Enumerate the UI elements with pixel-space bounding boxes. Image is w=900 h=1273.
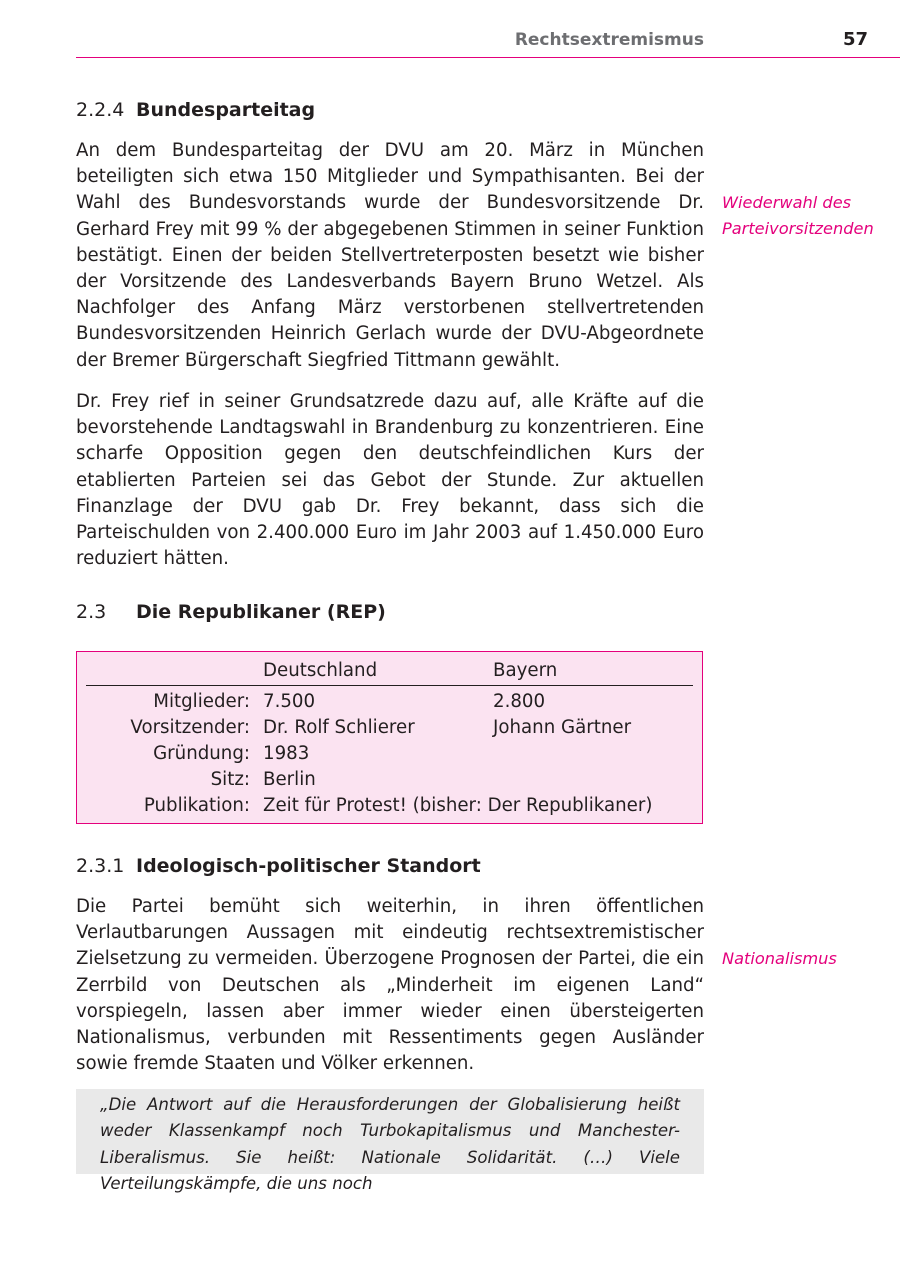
section-heading-2-2-4 [76,98,315,122]
quote-text: „Die Antwort auf die Herausforderungen der Globalisierung heißt weder Klassenkampf noch Turbokapitalismus und Manchester-Liberalismus. Sie heißt: Nationale Solidarität. (…) Viele Verteilungskämpfe, die uns noch [100,1095,680,1194]
row-value-deutschland: 7.500 [263,691,316,712]
row-value-deutschland: Berlin [263,769,316,790]
paragraph-standort: Die Partei bemüht sich weiterhin, in ihren öffentlichen Verlautbarungen Aussagen mit eindeutig rechtsextremistischer Zielsetzung zu vermeiden. Überzogene Prognosen der Partei, die ein Zerrbild von Deutschen als „Minderheit im eigenen Land“ vorspiegeln, lassen aber immer wieder einen übersteigerten Nationalismus, verbunden mit Ressentiments gegen Ausländer sowie fremde Staaten und Völker erkennen. [76,896,704,1075]
factbox-header-row [77,658,702,684]
row-label: Mitglieder: [153,691,250,712]
row-value-deutschland: Zeit für Protest! (bisher: Der Republikaner) [263,795,653,816]
factbox-divider [86,685,693,686]
margin-note-nationalismus: Nationalismus [722,949,837,968]
factbox-row [77,741,702,767]
section-number: 2.2.4 [76,99,125,121]
section-heading-2-3 [76,600,386,624]
margin-note-line: Wiederwahl des [722,193,852,212]
row-label: Publikation: [143,795,250,816]
quote-box [76,1089,704,1194]
page-header [76,28,900,58]
row-value-bayern: 2.800 [493,691,546,712]
margin-note-line: Parteivorsitzenden [722,219,874,239]
factbox-row [77,689,702,715]
row-label: Gründung: [153,743,250,764]
section-title: Ideologisch-politischer Standort [136,855,481,877]
row-label: Vorsitzender: [130,717,250,738]
running-title: Rechtsextremismus [514,30,704,50]
paragraph-bundesparteitag-1: An dem Bundesparteitag der DVU am 20. März in München beteiligten sich etwa 150 Mitglieder und Sympathisanten. Bei der Wahl des Bundesvorstands wurde der Bundesvorsitzende Dr. Gerhard Frey mit 99 % der abgegebenen Stimmen in seiner Funktion bestätigt. Einen der beiden Stellvertreterposten besetzt wie bisher der Vorsitzende des Landesverbands Bayern Bruno Wetzel. Als Nachfolger des Anfang März verstorbenen stellvertretenden Bundesvorsitzenden Heinrich Gerlach wurde der DVU-Abgeordnete der Bremer Bürgerschaft Siegfried Tittmann gewählt. [76,140,704,371]
party-factbox [76,651,703,824]
factbox-row [77,767,702,793]
row-value-bayern: Johann Gärtner [493,717,632,738]
section-number: 2.3.1 [76,855,125,877]
row-label: Sitz: [210,769,250,790]
row-value-deutschland: Dr. Rolf Schlierer [263,717,415,738]
paragraph-bundesparteitag-2: Dr. Frey rief in seiner Grundsatzrede dazu auf, alle Kräfte auf die bevorstehende Landtagswahl in Brandenburg zu konzentrieren. Eine scharfe Opposition gegen den deutschfeindlichen Kurs der etablierten Parteien sei das Gebot der Stunde. Zur aktuellen Finanzlage der DVU gab Dr. Frey bekannt, dass sich die Parteischulden von 2.400.000 Euro im Jahr 2003 auf 1.450.000 Euro reduziert hätten. [76,391,704,570]
column-header-bayern: Bayern [493,660,558,681]
factbox-row [77,715,702,741]
margin-note-wiederwahl [722,190,892,242]
section-title: Bundesparteitag [136,99,316,121]
column-header-deutschland: Deutschland [263,660,378,681]
section-heading-2-3-1 [76,854,481,878]
factbox-row [77,793,702,819]
page-number: 57 [842,29,868,50]
row-value-deutschland: 1983 [263,743,310,764]
section-number: 2.3 [76,601,107,623]
section-title: Die Republikaner (REP) [136,601,386,623]
